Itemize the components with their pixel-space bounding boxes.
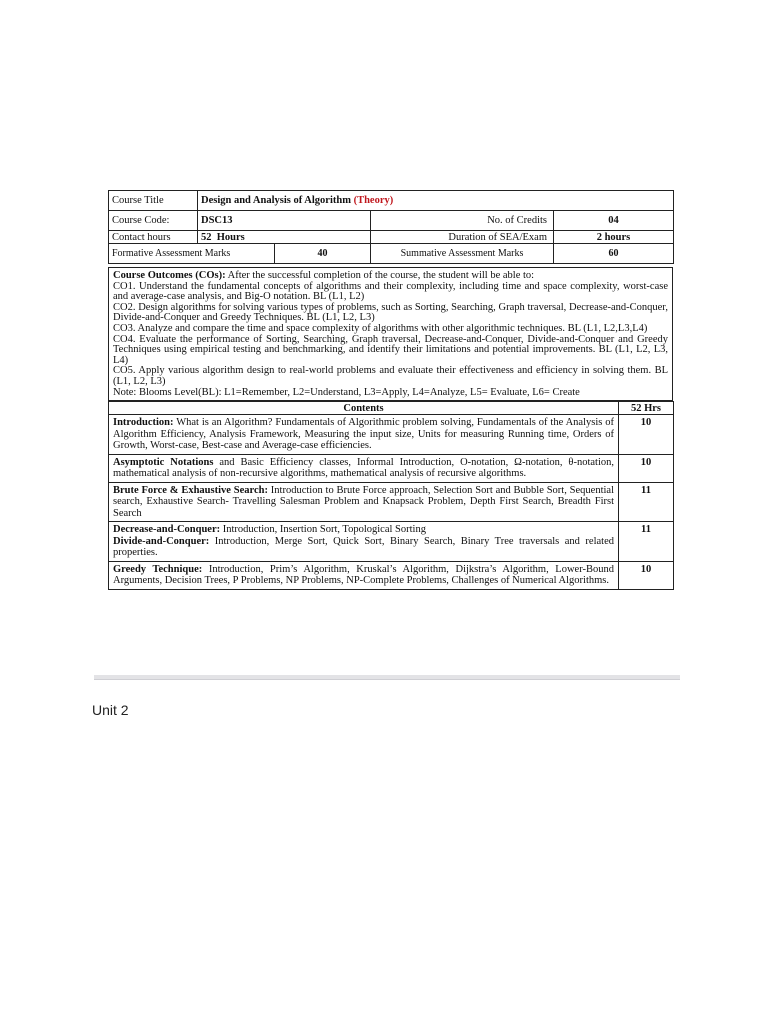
summative-value: 60	[554, 244, 674, 264]
outcomes-intro	[113, 271, 668, 282]
course-code-label: Course Code:	[109, 211, 198, 231]
content-topic	[109, 454, 619, 482]
table-row	[109, 522, 674, 562]
course-title-cell	[198, 191, 674, 211]
course-title-suffix: (Theory)	[353, 195, 394, 206]
topic-hours: 11	[619, 522, 674, 562]
outcomes-intro-label: Course Outcomes (COs):	[113, 270, 226, 281]
formative-label: Formative Assessment Marks	[109, 244, 275, 264]
course-code-value: DSC13	[198, 211, 371, 231]
topic-title: Decrease-and-Conquer:	[113, 524, 221, 536]
assessment-row	[109, 244, 674, 264]
hours-header: 52 Hrs	[619, 402, 674, 415]
topic-text-secondary: Introduction, Merge Sort, Quick Sort, Binary Search, Binary Tree traversals and related properties.	[113, 535, 614, 559]
table-row	[109, 454, 674, 482]
unit-label: Unit 2	[92, 702, 129, 718]
table-row	[109, 482, 674, 522]
topic-title: Introduction:	[113, 417, 174, 429]
formative-value: 40	[275, 244, 371, 264]
topic-text: Introduction to Brute Force approach, Selection Sort and Bubble Sort, Sequential search, Exhaustive Search- Travelling Salesman Problem and Knapsack Problem, Depth First Search, Breadth First Search	[113, 484, 614, 519]
course-outcomes-cell	[109, 268, 673, 401]
contents-table	[108, 401, 674, 590]
topic-text: Introduction, Prim’s Algorithm, Kruskal’s Algorithm, Dijkstra’s Algorithm, Lower-Bound Arguments, Decision Trees, P Problems, NP Problems, NP-Complete Problems, Challenges of Numerical Algorithms.	[113, 563, 614, 587]
contents-header: Contents	[109, 402, 619, 415]
summative-label: Summative Assessment Marks	[371, 244, 554, 264]
content-topic	[109, 482, 619, 522]
outcome-co5: CO5. Apply various algorithm design to real-world problems and evaluate their effectiveness and efficiency in solving them. BL (L1, L2, L3)	[113, 365, 668, 387]
content-topic	[109, 415, 619, 455]
topic-text: Introduction, Insertion Sort, Topological Sorting	[220, 524, 426, 536]
contact-hours-label: Contact hours	[109, 231, 198, 244]
topic-title: Brute Force & Exhaustive Search:	[113, 484, 268, 496]
topic-title: Asymptotic Notations	[113, 456, 214, 468]
topic-title: Greedy Technique:	[113, 563, 203, 575]
duration-label: Duration of SEA/Exam	[371, 231, 554, 244]
course-info-table	[108, 190, 674, 264]
topic-text: and Basic Efficiency classes, Informal Introduction, O-notation, Ω-notation, θ-notation, mathematical analysis of non-recursive algorithms, mathematical analysis of recursive algorithms.	[113, 456, 614, 480]
course-title-row	[109, 191, 674, 211]
course-title-value: Design and Analysis of Algorithm	[201, 195, 351, 206]
outcomes-intro-text: After the successful completion of the course, the student will be able to:	[225, 270, 535, 281]
table-row	[109, 415, 674, 455]
contents-header-row	[109, 402, 674, 415]
content-topic	[109, 561, 619, 589]
contact-hours-row	[109, 231, 674, 244]
topic-hours: 10	[619, 415, 674, 455]
outcome-co1: CO1. Understand the fundamental concepts of algorithms and their complexity, including time and space complexity, worst-case and average-case analysis, and Big-O notation. BL (L1, L2)	[113, 280, 668, 303]
outcome-co3: CO3. Analyze and compare the time and space complexity of algorithms with other algorithmic techniques. BL (L1, L2,L3,L4)	[113, 322, 648, 334]
topic-title-secondary: Divide-and-Conquer:	[113, 535, 210, 547]
horizontal-divider	[94, 675, 680, 680]
course-title-label: Course Title	[109, 191, 198, 211]
credits-value: 04	[554, 211, 674, 231]
topic-hours: 11	[619, 482, 674, 522]
topic-text: What is an Algorithm? Fundamentals of Algorithmic problem solving, Fundamentals of the Analysis of Algorithm Efficiency, Analysis Framework, Measuring the input size, Units for measuring Running time, Orders of Growth, Worst-case, Best-case and Average-case efficiencies.	[113, 417, 614, 452]
contact-hours-value: 52 Hours	[198, 231, 371, 244]
topic-hours: 10	[619, 454, 674, 482]
duration-value: 2 hours	[554, 231, 674, 244]
syllabus-document	[108, 190, 673, 590]
course-outcomes-table	[108, 267, 673, 401]
course-code-row	[109, 211, 674, 231]
outcome-co4: CO4. Evaluate the performance of Sorting, Searching, Graph traversal, Decrease-and-Conquer, Divide-and-Conquer and Greedy Techniques using empirical testing and benchmarking, and identify their limitations and potential improvements. BL (L1, L2, L3, L4)	[113, 333, 668, 366]
table-row	[109, 561, 674, 589]
topic-hours: 10	[619, 561, 674, 589]
content-topic	[109, 522, 619, 562]
blooms-note: Note: Blooms Level(BL): L1=Remember, L2=Understand, L3=Apply, L4=Analyze, L5= Evaluate, L6= Create	[113, 386, 580, 398]
credits-label: No. of Credits	[371, 211, 554, 231]
outcome-co2: CO2. Design algorithms for solving various types of problems, such as Sorting, Searching, Graph traversal, Decrease-and-Conquer, Divide-and-Conquer and Greedy Techniques. BL (L1, L2, L3)	[113, 301, 668, 324]
